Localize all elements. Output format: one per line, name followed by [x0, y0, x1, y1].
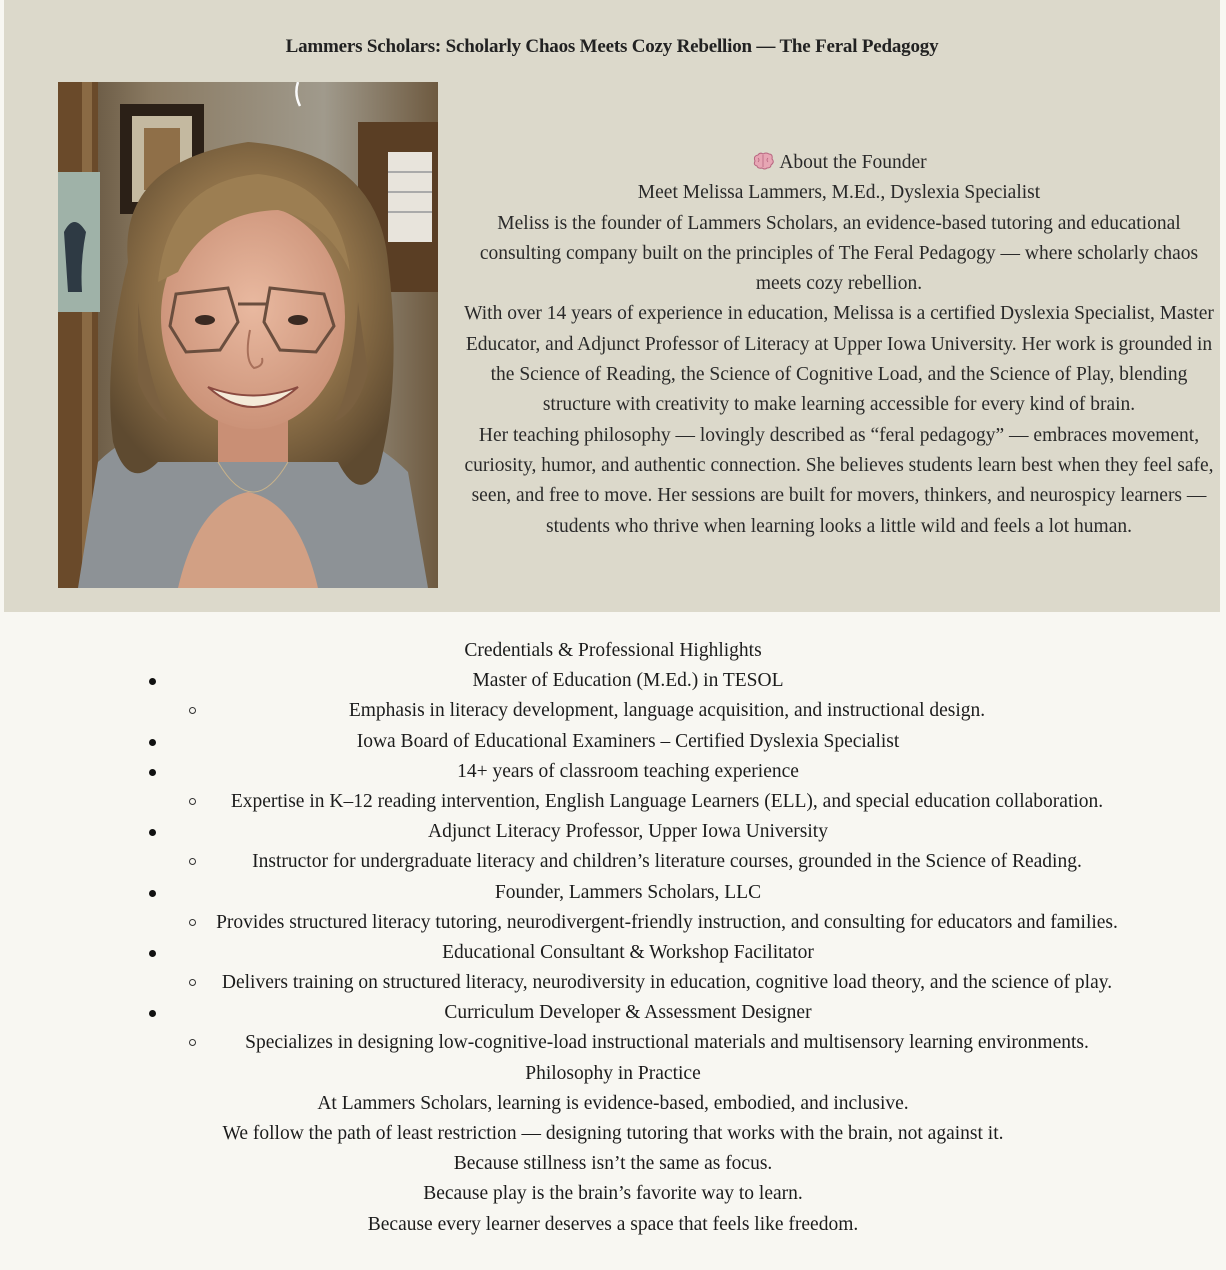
- founder-photo: [58, 82, 438, 588]
- list-item: Adjunct Literacy Professor, Upper Iowa University: [0, 817, 1226, 847]
- philosophy-line: At Lammers Scholars, learning is evidence-based, embodied, and inclusive.: [317, 1092, 909, 1114]
- list-item: Iowa Board of Educational Examiners – Certified Dyslexia Specialist: [0, 727, 1226, 757]
- list-item: Provides structured literacy tutoring, neurodivergent-friendly instruction, and consulting for educators and families.: [0, 908, 1226, 938]
- bullet-icon: [149, 739, 156, 746]
- bullet-icon: [149, 890, 156, 897]
- list-item: 14+ years of classroom teaching experience: [0, 757, 1226, 787]
- about-paragraph-3: Her teaching philosophy — lovingly described as “feral pedagogy” — embraces movement, curiosity, humor, and authentic connection. She believes students learn best when they feel safe, seen, and free to move. Her sessions are built for movers, thinkers, and neurospicy learners — students who thrive when learning looks a little wild and feels a lot human.: [464, 424, 1214, 537]
- bullet-icon: [149, 769, 156, 776]
- list-item: Master of Education (M.Ed.) in TESOL: [0, 666, 1226, 696]
- sub-bullet-icon: [189, 798, 196, 805]
- sub-bullet-icon: [189, 979, 196, 986]
- list-item: Delivers training on structured literacy, neurodiversity in education, cognitive load theory, and the science of play.: [0, 968, 1226, 998]
- about-paragraph-1: Meliss is the founder of Lammers Scholars, an evidence-based tutoring and educational consulting company built on the principles of The Feral Pedagogy — where scholarly chaos meets cozy rebellion.: [479, 212, 1199, 295]
- list-item: Specializes in designing low-cognitive-load instructional materials and multisensory learning environments.: [0, 1028, 1226, 1058]
- list-item: Instructor for undergraduate literacy and children’s literature courses, grounded in the Science of Reading.: [0, 847, 1226, 877]
- credentials-heading: Credentials & Professional Highlights: [464, 640, 762, 661]
- brain-icon: [751, 152, 775, 170]
- list-item: Emphasis in literacy development, language acquisition, and instructional design.: [0, 696, 1226, 726]
- founder-portrait-icon: [58, 82, 438, 588]
- philosophy-line: Because play is the brain’s favorite way to learn.: [423, 1183, 803, 1205]
- credentials-section: [0, 636, 1226, 1240]
- about-subheading: Meet Melissa Lammers, M.Ed., Dyslexia Specialist: [637, 182, 1041, 204]
- list-item: Educational Consultant & Workshop Facilitator: [0, 938, 1226, 968]
- philosophy-line: Because every learner deserves a space that feels like freedom.: [367, 1213, 859, 1235]
- philosophy-heading: Philosophy in Practice: [525, 1062, 701, 1084]
- page-title: Lammers Scholars: Scholarly Chaos Meets Cozy Rebellion — The Feral Pedagogy: [285, 36, 939, 57]
- list-item: Curriculum Developer & Assessment Designer: [0, 998, 1226, 1028]
- list-item: Founder, Lammers Scholars, LLC: [0, 878, 1226, 908]
- about-founder: [456, 148, 1222, 542]
- about-heading: [456, 148, 1222, 178]
- about-paragraph-2: With over 14 years of experience in education, Melissa is a certified Dyslexia Specialist, Master Educator, and Adjunct Professor of Literacy at Upper Iowa University. Her work is grounded in the Science of Reading, the Science of Cognitive Load, and the Science of Play, blending structure with creativity to make learning accessible for every kind of brain.: [464, 303, 1214, 416]
- sub-bullet-icon: [189, 919, 196, 926]
- about-heading-text: About the Founder: [779, 152, 927, 173]
- list-item: Expertise in K–12 reading intervention, English Language Learners (ELL), and special education collaboration.: [0, 787, 1226, 817]
- bullet-icon: [149, 950, 156, 957]
- philosophy-line: We follow the path of least restriction — designing tutoring that works with the brain, not against it.: [222, 1123, 1004, 1144]
- philosophy-line: Because stillness isn’t the same as focus.: [453, 1153, 773, 1175]
